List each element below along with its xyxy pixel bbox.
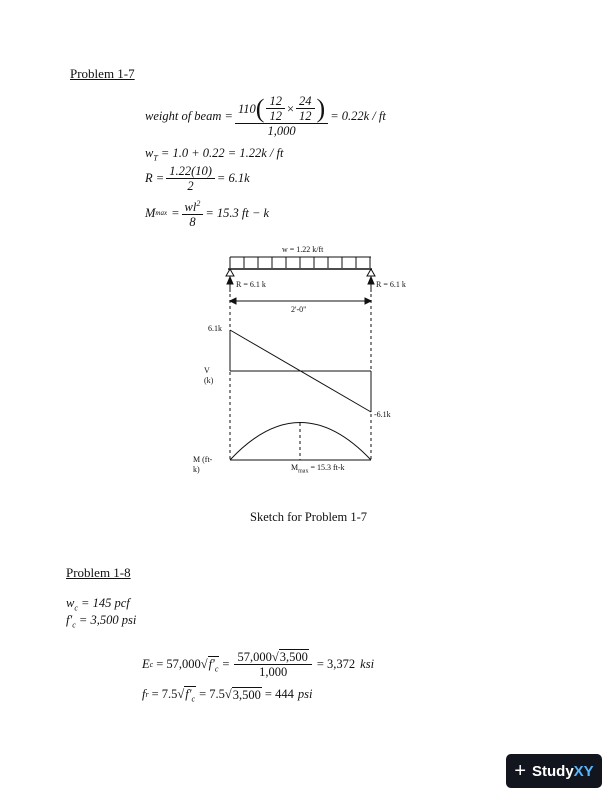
wc-rest: = 145 pcf bbox=[81, 596, 130, 610]
f2-num: 24 bbox=[296, 94, 315, 109]
wt-symbol: w bbox=[145, 146, 154, 160]
brand-a: Study bbox=[532, 762, 574, 780]
ec-eq2: = bbox=[222, 657, 230, 671]
ec-num-rad: 3,500 bbox=[279, 650, 308, 664]
span-arrow-left bbox=[230, 298, 236, 304]
f2-den: 12 bbox=[299, 109, 312, 123]
ec-num-pre: 57,000 bbox=[237, 650, 272, 664]
ec-rad1: f′ bbox=[208, 656, 215, 671]
fr-equation: f r = 7.5 √ $f'_c$ = 7.5 √ 3,500 = 444 psi bbox=[142, 687, 313, 704]
fr-sub: r bbox=[145, 690, 149, 700]
fr-eq2: = 7.5 bbox=[199, 687, 225, 702]
shear-axis-label: V (k) bbox=[204, 366, 214, 385]
fc-prime: ′ bbox=[69, 613, 73, 627]
ec-unit: ksi bbox=[360, 657, 375, 671]
times: × bbox=[286, 101, 295, 116]
right-reaction-arrowhead bbox=[368, 277, 374, 284]
fr-rad1-sub: c bbox=[191, 694, 196, 704]
m-sub: max bbox=[155, 209, 168, 218]
wt-rest: = 1.0 + 0.22 = 1.22k / ft bbox=[160, 146, 284, 160]
mmax-sub: max bbox=[298, 468, 309, 475]
ec-den: 1,000 bbox=[259, 665, 288, 679]
fr-rhs: = 444 bbox=[264, 687, 294, 702]
denominator: 1,000 bbox=[267, 124, 296, 138]
r-den: 2 bbox=[187, 179, 194, 193]
right-reaction-label: R = 6.1 k bbox=[376, 280, 406, 289]
ec-sub: c bbox=[149, 660, 154, 669]
shear-bottom-label: -6.1k bbox=[374, 410, 391, 419]
fr-eq: = 7.5 bbox=[151, 687, 178, 702]
shear-top-label: 6.1k bbox=[208, 324, 222, 333]
wc-sub: c bbox=[74, 603, 78, 613]
span-arrow-right bbox=[365, 298, 371, 304]
left-support-icon bbox=[226, 269, 234, 276]
ec-eq: = 57,000 bbox=[156, 657, 201, 671]
wc-symbol: w bbox=[66, 596, 75, 610]
r-lhs: R = bbox=[145, 171, 165, 185]
wt-sub: T bbox=[153, 153, 158, 163]
ec-equation: E c = 57,000 √ $f'_c$ = $\frac{57,000√3,500}{1,000}$ = 3,372 ksi bbox=[142, 650, 375, 679]
diagram-caption: Sketch for Problem 1-7 bbox=[250, 510, 367, 524]
fc-sub: c bbox=[72, 620, 76, 630]
left-reaction-label: R = 6.1 k bbox=[236, 280, 266, 289]
ec-rhs: = 3,372 bbox=[316, 657, 356, 671]
m-num: wl bbox=[184, 200, 197, 215]
m-sup: 2 bbox=[196, 199, 201, 208]
fr-symbol: f bbox=[142, 687, 146, 702]
ec-rad1-sub: c bbox=[214, 664, 219, 674]
fr-rad2: 3,500 bbox=[232, 687, 261, 702]
fc-symbol: f bbox=[66, 613, 70, 627]
plus-icon: + bbox=[514, 759, 526, 782]
f1-num: 12 bbox=[266, 94, 285, 109]
coef: 110 bbox=[237, 101, 256, 116]
span-label: 2'-0" bbox=[291, 305, 307, 314]
ec-symbol: E bbox=[142, 657, 150, 671]
big-fraction: 110 ( $\frac{12}{12}$ × $\frac{24}{12}$ ) 1,000 bbox=[235, 94, 328, 138]
left-reaction-arrowhead bbox=[227, 277, 233, 284]
m-rhs: = 15.3 ft − k bbox=[205, 205, 270, 220]
studyxy-badge[interactable] bbox=[506, 754, 602, 788]
r-rhs: = 6.1k bbox=[216, 171, 250, 185]
fc-rest: = 3,500 psi bbox=[78, 613, 137, 627]
problem-1-8-title: Problem 1-8 bbox=[66, 565, 131, 580]
right-support-icon bbox=[367, 269, 375, 276]
m-symbol: M bbox=[145, 205, 156, 220]
m-den: 8 bbox=[189, 215, 196, 230]
load-label: w = 1.22 k/ft bbox=[282, 245, 324, 254]
moment-axis-label: M (ft- k) bbox=[193, 455, 213, 474]
eq-lhs: weight of beam = bbox=[145, 108, 233, 123]
m-eq: = bbox=[171, 205, 180, 220]
fr-rad1: f′ bbox=[185, 687, 192, 701]
wc-equation bbox=[66, 596, 130, 613]
load-arrows bbox=[230, 257, 370, 268]
mmax-rest: = 15.3 ft-k bbox=[308, 463, 345, 472]
f1-den: 12 bbox=[269, 109, 282, 123]
r-num: 1.22(10) bbox=[166, 164, 215, 179]
brand-text bbox=[532, 763, 594, 780]
mmax-m: M bbox=[291, 463, 299, 472]
eq-rhs: = 0.22k / ft bbox=[330, 108, 386, 123]
mmax-label bbox=[291, 463, 345, 475]
fc-equation bbox=[66, 613, 136, 630]
problem-1-7-title: Problem 1-7 bbox=[70, 66, 135, 81]
fr-unit: psi bbox=[297, 687, 313, 702]
brand-b: XY bbox=[573, 762, 594, 780]
